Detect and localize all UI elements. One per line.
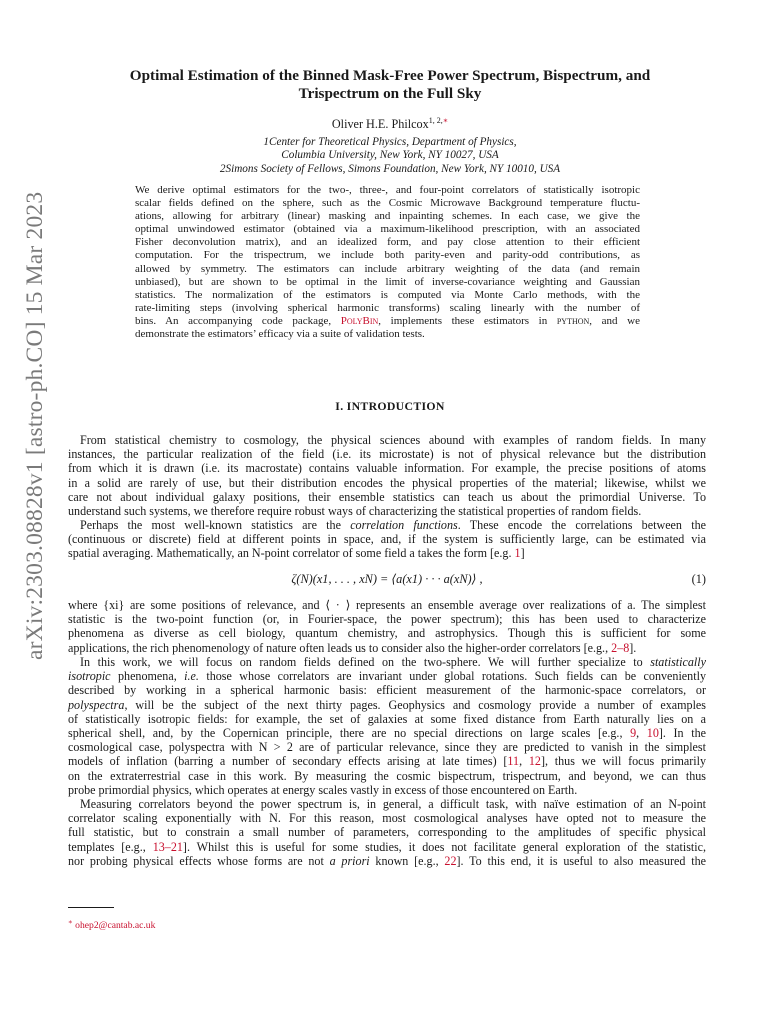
author-line (60, 116, 720, 132)
footnote-divider (68, 907, 114, 908)
paragraph-line: full statistic, but to constrain a small number of parameters, corresponding to the amplitudes of specific physical (68, 825, 706, 840)
footnote-marker: ∗ (68, 918, 73, 926)
abstract-text: bins. An accompanying code package, (135, 314, 341, 327)
citation-link[interactable]: 13–21 (152, 839, 183, 854)
abstract-line: allowed by symmetry. The estimators can include arbitrary weighting of the data (and remain (135, 262, 640, 275)
text-run: templates [e.g., (68, 839, 153, 854)
text-run: ] (520, 546, 525, 561)
citation-link[interactable]: 9 (630, 726, 637, 741)
paragraph-3 (68, 598, 706, 655)
citation-link[interactable]: 2–8 (611, 640, 630, 655)
text-run: known [e.g., (369, 853, 445, 868)
equation-1 (68, 572, 706, 590)
emphasis: i.e. (184, 669, 199, 684)
equation-number: (1) (691, 572, 706, 586)
abstract-line (135, 315, 640, 328)
emphasis: polyspectra (68, 697, 125, 712)
abstract-line: rate-limiting steps (involving spherical harmonic transforms) scaling linearly with the number of (135, 301, 640, 314)
affiliation-line-2: Columbia University, New York, NY 10027, USA (281, 149, 499, 162)
paragraph-line: Measuring correlators beyond the power spectrum is, in general, a difficult task, with naïve estimation of an N-point (80, 797, 706, 811)
paragraph-line: where {xi} are some positions of relevance, and ⟨ · ⟩ represents an ensemble average over realizations of a. The simplest (68, 598, 706, 612)
paragraph-line: instances, the particular realization of the field (i.e. its microstate) is not of physical relevance but the distribution (68, 447, 706, 462)
abstract (135, 184, 640, 341)
paragraph-line: probe primordial physics, which operates at energy scales vastly in excess of those encountered on Earth. (68, 782, 578, 797)
arxiv-identifier-stamp: arXiv:2303.08828v1 [astro-ph.CO] 15 Mar 2023 (22, 191, 48, 660)
abstract-line: statistics. The normalization of the estimators is computed via Monte Carlo methods, with the (135, 288, 640, 301)
paragraph-line: From statistical chemistry to cosmology, the physical sciences abound with examples of random fields. In many (80, 433, 706, 447)
paragraph-line (68, 669, 706, 683)
section-heading-introduction: I. INTRODUCTION (335, 399, 445, 413)
abstract-line: demonstrate the estimators’ efficacy via a suite of validation tests. (135, 328, 425, 341)
affiliations (60, 136, 720, 176)
text-run: Perhaps the most well-known statistics are the (80, 518, 351, 532)
author-name: Oliver H.E. Philcox (331, 117, 429, 132)
citation-link[interactable]: 11 (507, 754, 520, 769)
text-run: , (519, 754, 529, 769)
text-run: . These encode the correlations between the (457, 518, 706, 532)
text-run: , (636, 726, 647, 741)
paragraph-line: statistic is the two-point function (or, in Fourier-space, the power spectrum); this has been used to characterize (68, 612, 706, 627)
abstract-line: Fisher deconvolution matrix), and an idealized form, and pay close attention to their efficient (135, 236, 640, 249)
paragraph-4 (68, 655, 706, 797)
citation-link[interactable]: 1 (514, 546, 521, 561)
paragraph-line: on the extraterrestrial case in this work. By measuring the cosmic bispectrum, trispectrum, and beyond, we can thus (68, 768, 706, 783)
citation-link[interactable]: 22 (444, 853, 457, 868)
paragraph-line (68, 641, 706, 655)
paragraph-line (68, 726, 706, 740)
paper-title (60, 67, 720, 103)
affiliation-line-3: 2Simons Society of Fellows, Simons Foundation, New York, NY 10010, USA (219, 162, 561, 175)
text-run: ]. In the (658, 726, 706, 741)
text-run: nor probing physical effects whose forms are not (68, 853, 330, 868)
emphasis: a priori (329, 853, 370, 868)
text-run: ]. Whilst this is useful for some studies, it does not facilitate general exploration of the statistic, (182, 839, 707, 854)
text-run: phenomena, (110, 669, 185, 684)
text-run: spatial averaging. Mathematically, an N-point correlator of some field a takes the form [e.g. (68, 546, 515, 561)
text-run: ], thus we will focus primarily (540, 754, 707, 769)
abstract-line: ations, allowing for arbitrary (linear) masking and inpainting schemes. In each case, we give the (135, 210, 640, 223)
text-run: In this work, we will focus on random fields defined on the two-sphere. We will further specialize to (80, 655, 651, 669)
paragraph-line: cosmological case, polyspectra with N > 2 are of particular relevance, since they are predicted to vanish in the simplest (68, 740, 706, 755)
footnote (68, 918, 155, 931)
paragraph-line (68, 655, 706, 669)
text-run: ]. To this end, it is useful to also measured the (456, 853, 706, 868)
abstract-text: , implements these estimators in (378, 314, 557, 327)
emphasis: correlation functions (350, 518, 458, 532)
paragraph-5 (68, 797, 706, 868)
paragraph-line: in a solid are rarely of use, but their distribution encodes the physical properties of the material; likewise, whilst we (68, 475, 706, 490)
paragraph-line: correlator scaling exponentially with N. For this reason, most cosmological analyses have opted not to measure the (68, 811, 706, 826)
paragraph-line: care not about individual galaxy positions, their ensemble statistics can teach us about the primordial Universe. To (68, 489, 706, 504)
abstract-line: scalar fields defined on the sphere, such as the Cosmic Microwave Background temperature fluctu- (135, 197, 640, 210)
citation-link[interactable]: 10 (646, 726, 659, 741)
paragraph-line (68, 854, 706, 868)
text-run: those whose correlators are invariant under global rotations. Such fields can be conveniently (198, 669, 706, 684)
abstract-line: computation. For the trispectrum, we include both parity-even and parity-odd contributions, as (135, 249, 640, 262)
language-name: python (556, 314, 590, 327)
polybin-link[interactable]: PolyBin (340, 314, 379, 327)
paragraph-line: described by working in a spherical harmonic basis: efficient measurement of the harmonic-space correlators, or (68, 683, 706, 698)
paragraph-line: phenomena as diverse as cell biology, quantum chemistry, and astrophysics. Though this is sufficient for some (68, 626, 706, 641)
paragraph-line: of statistically isotropic fields: for example, the set of galaxies at some fixed distance from Earth naturally lies on a (68, 711, 706, 726)
paragraph-line: (continuous or discrete) field at different points in space, and, if the system is sufficiently large, can be estimated via (68, 532, 706, 547)
abstract-line: We derive optimal estimators for the two-, three-, and four-point correlators of statistically isotropic (135, 184, 640, 196)
paragraph-line: understand such systems, we therefore require robust ways of characterizing the statistical properties of random fields. (68, 504, 642, 519)
author-footnote-link[interactable]: ∗ (442, 116, 449, 125)
paragraph-line (68, 518, 706, 532)
abstract-line: optimal unwindowed estimator (obtained via a maximum-likelihood prescription, with an associated (135, 223, 640, 236)
paragraph-1 (68, 433, 706, 518)
abstract-text: , and we (589, 314, 641, 327)
text-run: models of inflation (barring a number of secondary effects arising at late times) [ (68, 754, 508, 769)
emphasis: isotropic (68, 669, 111, 684)
text-run: ]. (629, 640, 637, 655)
paragraph-line (68, 754, 706, 768)
title-line-1: Optimal Estimation of the Binned Mask-Free Power Spectrum, Bispectrum, and (129, 67, 651, 84)
author-affiliation-marks: 1, 2, (428, 116, 443, 125)
emphasis: statistically (650, 655, 706, 669)
author-email-link[interactable]: ohep2@cantab.ac.uk (75, 920, 156, 932)
title-line-2: Trispectrum on the Full Sky (298, 85, 482, 102)
abstract-line: unbiased), but are shown to be optimal in the limit of inverse-covariance weighting and Gaussian (135, 275, 640, 288)
paragraph-line (68, 840, 706, 854)
text-run: spherical shell, and, by the Copernican principle, there are no special directions on large scales [e.g., (68, 726, 631, 741)
equation-expression: ζ(N)(x1, . . . , xN) = ⟨a(x1) · · · a(xN)⟩ , (291, 572, 483, 586)
paragraph-2 (68, 518, 706, 561)
text-run: applications, the rich phenomenology of nature often leads us to consider also the higher-order correlators [e.g., (68, 640, 612, 655)
paragraph-line: from which it is drawn (i.e. its macrostate) contains valuable information. For example, the precise positions of atoms (68, 461, 706, 476)
affiliation-line-1: 1Center for Theoretical Physics, Department of Physics, (263, 136, 517, 148)
paragraph-line (68, 698, 706, 712)
text-run: , will be the subject of the next thirty pages. Geophysics and cosmology provide a number of examples (124, 697, 706, 712)
paragraph-line (68, 546, 706, 560)
citation-link[interactable]: 12 (528, 754, 541, 769)
